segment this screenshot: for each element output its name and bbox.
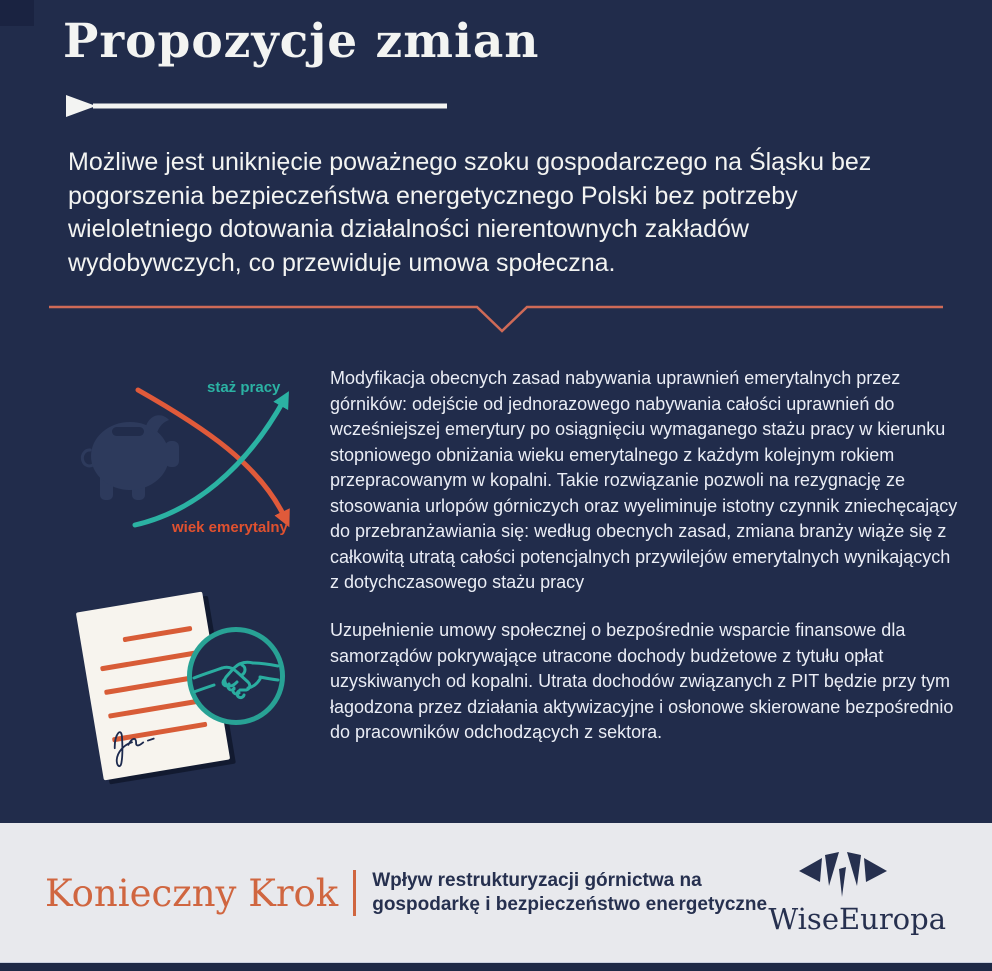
report-subtitle: Wpływ restrukturyzacji górnictwa na gospodarkę i bezpieczeństwo energetyczne — [372, 869, 768, 915]
bottom-strip — [0, 962, 992, 971]
section-1-text: Modyfikacja obecnych zasad nabywania uprawnień emerytalnych przez górników: odejście od jednorazowego nabywania całości uprawnień do wcześniejszej emerytury po osiągnięciu wymaganego stażu pracy w kierunku stopniowego obniżania wieku emerytalnego z każdym kolejnym rokiem przepracowanym w kopalni. Takie rozwiązanie pozwoli na rezygnację ze stosowania urlopów górniczych oraz wyeliminuje istotny czynnik zniechęcający do przebranżawiania się: według obecnych zasad, zmiana branży wiąże się z całkowitą utratą całości potencjalnych przywilejów emerytalnych wynikających z dotychczasowego stażu pracy — [330, 368, 958, 592]
intro-text: Możliwe jest uniknięcie poważnego szoku gospodarczego na Śląsku bez pogorszenia bezpieczeństwa energetycznego Polski bez potrzeby wieloletniego dotowania działalności nierentownych zakładów wydobywczych, co przewiduje umowa społeczna. — [68, 148, 872, 277]
handshake-icon — [187, 627, 285, 725]
title-arrow-icon — [66, 94, 448, 118]
document-line — [100, 650, 199, 671]
pension-trends-illustration — [80, 370, 310, 545]
signature-icon — [107, 717, 173, 770]
wiek-emerytalny-label: wiek emerytalny — [172, 519, 288, 536]
page-title: Propozycje zmian — [63, 14, 540, 69]
section-2-text: Uzupełnienie umowy społecznej o bezpośrednie wsparcie finansowe dla samorządów pokrywające utracone dochody budżetowe z tytułu opłat uzyskiwanych od kopalni. Utrata dochodów związanych z PIT będzie przy tym łagodzona przez działania aktywizacyjne i osłonowe skierowane bezpośrednio do pracowników odchodzących z sektora. — [330, 620, 954, 742]
wiseeuropa-logo — [768, 851, 946, 936]
footer-divider — [353, 870, 356, 916]
piggy-bank-icon — [82, 415, 179, 500]
social-agreement-illustration — [85, 583, 300, 788]
staz-pracy-label: staż pracy — [207, 379, 281, 396]
wiseeuropa-logo-text: WiseEuropa — [768, 901, 946, 936]
footer — [0, 823, 992, 963]
document-line — [123, 626, 193, 642]
corner-accent-square — [0, 0, 34, 26]
section-divider-line — [47, 304, 945, 336]
wiseeuropa-logo-icon — [799, 851, 887, 897]
brand-wordmark: Konieczny Krok — [45, 871, 339, 915]
